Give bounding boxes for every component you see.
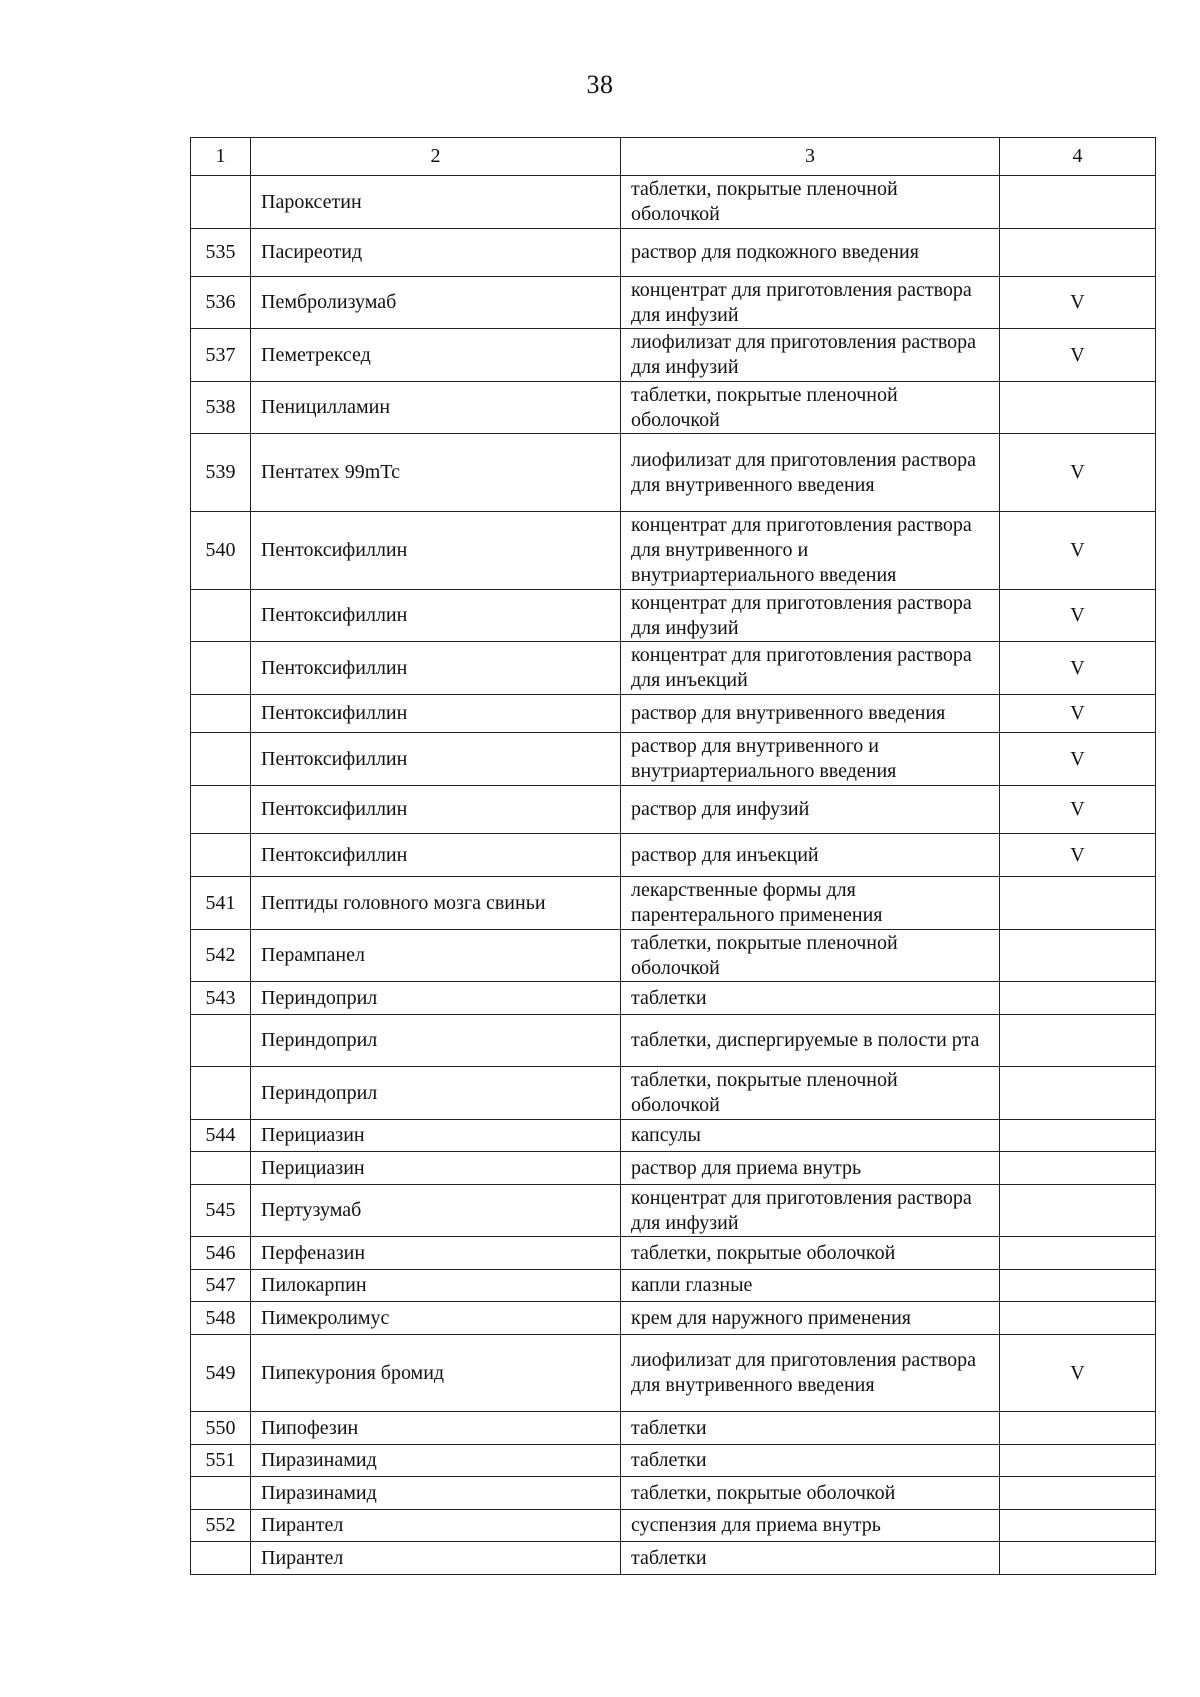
mark-cell [1000, 1412, 1156, 1445]
table-row [191, 176, 1156, 229]
dosage-form-cell: лекарственные формы для парентерального применения [621, 877, 1000, 930]
mark-cell [1000, 1152, 1156, 1185]
table-body [191, 138, 1156, 1575]
dosage-form-cell: таблетки, покрытые пленочной оболочкой [621, 1067, 1000, 1120]
mark-cell: V [1000, 277, 1156, 329]
dosage-form-cell: таблетки [621, 1412, 1000, 1445]
drug-name-cell: Пентоксифиллин [251, 695, 621, 733]
dosage-form-cell: капли глазные [621, 1270, 1000, 1302]
drug-name-cell: Пембролизумаб [251, 277, 621, 329]
dosage-form-cell: капсулы [621, 1120, 1000, 1152]
drug-name-cell: Пароксетин [251, 176, 621, 229]
row-number-cell [191, 695, 251, 733]
row-number-cell: 548 [191, 1302, 251, 1335]
dosage-form-cell: раствор для приема внутрь [621, 1152, 1000, 1185]
dosage-form-cell: раствор для внутривенного введения [621, 695, 1000, 733]
table-row [191, 1445, 1156, 1477]
dosage-form-cell: таблетки, покрытые оболочкой [621, 1237, 1000, 1270]
drug-name-cell: Пентоксифиллин [251, 733, 621, 786]
row-number-cell: 543 [191, 982, 251, 1015]
row-number-cell [191, 1477, 251, 1510]
drug-name-cell: Пептиды головного мозга свиньи [251, 877, 621, 930]
table-row [191, 1015, 1156, 1067]
table-row [191, 834, 1156, 877]
dosage-form-cell: таблетки, покрытые пленочной оболочкой [621, 930, 1000, 982]
mark-cell [1000, 1270, 1156, 1302]
drug-name-cell: Перфеназин [251, 1237, 621, 1270]
table-row [191, 642, 1156, 695]
dosage-form-cell: таблетки, покрытые пленочной оболочкой [621, 382, 1000, 434]
drug-name-cell: Пертузумаб [251, 1185, 621, 1237]
dosage-form-cell: концентрат для приготовления раствора для инфузий [621, 590, 1000, 642]
drug-name-cell: Пипофезин [251, 1412, 621, 1445]
dosage-form-cell: таблетки [621, 1445, 1000, 1477]
row-number-cell: 547 [191, 1270, 251, 1302]
row-number-cell: 537 [191, 329, 251, 382]
drug-name-cell: Пилокарпин [251, 1270, 621, 1302]
table-row [191, 1120, 1156, 1152]
mark-cell: V [1000, 834, 1156, 877]
drug-name-cell: Пирантел [251, 1510, 621, 1542]
table-row [191, 982, 1156, 1015]
drug-name-cell: Перициазин [251, 1120, 621, 1152]
drug-name-cell: Пеницилламин [251, 382, 621, 434]
mark-cell [1000, 1015, 1156, 1067]
drug-name-cell: Периндоприл [251, 1067, 621, 1120]
mark-cell [1000, 1067, 1156, 1120]
table-row [191, 1477, 1156, 1510]
table-row [191, 1302, 1156, 1335]
mark-cell: V [1000, 642, 1156, 695]
dosage-form-cell: крем для наружного применения [621, 1302, 1000, 1335]
table-header-row [191, 138, 1156, 176]
header-cell-4: 4 [1000, 138, 1156, 176]
header-cell-1: 1 [191, 138, 251, 176]
table-row [191, 1270, 1156, 1302]
table-row [191, 277, 1156, 329]
row-number-cell: 541 [191, 877, 251, 930]
dosage-form-cell: таблетки [621, 1542, 1000, 1575]
header-cell-2: 2 [251, 138, 621, 176]
table-row [191, 1335, 1156, 1412]
row-number-cell: 542 [191, 930, 251, 982]
drug-name-cell: Пентатех 99mTc [251, 434, 621, 512]
table-row [191, 1185, 1156, 1237]
drug-name-cell: Пентоксифиллин [251, 590, 621, 642]
row-number-cell: 535 [191, 229, 251, 277]
mark-cell [1000, 1185, 1156, 1237]
dosage-form-cell: таблетки, покрытые пленочной оболочкой [621, 176, 1000, 229]
page-number: 38 [586, 70, 614, 99]
mark-cell [1000, 1510, 1156, 1542]
table-row [191, 1510, 1156, 1542]
table-row [191, 786, 1156, 834]
table-row [191, 1152, 1156, 1185]
mark-cell: V [1000, 1335, 1156, 1412]
drug-name-cell: Перампанел [251, 930, 621, 982]
table-row [191, 930, 1156, 982]
row-number-cell: 551 [191, 1445, 251, 1477]
mark-cell: V [1000, 329, 1156, 382]
drug-table [190, 137, 1156, 1575]
table-row [191, 1542, 1156, 1575]
table-row [191, 877, 1156, 930]
table-row [191, 1412, 1156, 1445]
row-number-cell [191, 733, 251, 786]
drug-name-cell: Пентоксифиллин [251, 642, 621, 695]
dosage-form-cell: раствор для подкожного введения [621, 229, 1000, 277]
mark-cell [1000, 982, 1156, 1015]
row-number-cell [191, 786, 251, 834]
dosage-form-cell: концентрат для приготовления раствора для внутривенного и внутриартериального введения [621, 512, 1000, 590]
row-number-cell [191, 1015, 251, 1067]
dosage-form-cell: суспензия для приема внутрь [621, 1510, 1000, 1542]
row-number-cell: 540 [191, 512, 251, 590]
row-number-cell: 544 [191, 1120, 251, 1152]
row-number-cell [191, 176, 251, 229]
mark-cell [1000, 930, 1156, 982]
drug-name-cell: Периндоприл [251, 1015, 621, 1067]
mark-cell: V [1000, 512, 1156, 590]
dosage-form-cell: концентрат для приготовления раствора для инъекций [621, 642, 1000, 695]
mark-cell [1000, 1120, 1156, 1152]
row-number-cell: 539 [191, 434, 251, 512]
dosage-form-cell: концентрат для приготовления раствора для инфузий [621, 1185, 1000, 1237]
dosage-form-cell: лиофилизат для приготовления раствора для внутривенного введения [621, 434, 1000, 512]
row-number-cell [191, 1067, 251, 1120]
drug-name-cell: Периндоприл [251, 982, 621, 1015]
drug-name-cell: Пимекролимус [251, 1302, 621, 1335]
table-row [191, 229, 1156, 277]
row-number-cell: 545 [191, 1185, 251, 1237]
row-number-cell [191, 590, 251, 642]
table-row [191, 733, 1156, 786]
dosage-form-cell: раствор для внутривенного и внутриартериального введения [621, 733, 1000, 786]
row-number-cell: 536 [191, 277, 251, 329]
dosage-form-cell: раствор для инфузий [621, 786, 1000, 834]
drug-name-cell: Пирантел [251, 1542, 621, 1575]
row-number-cell [191, 1152, 251, 1185]
table-row [191, 1067, 1156, 1120]
drug-name-cell: Пентоксифиллин [251, 512, 621, 590]
dosage-form-cell: таблетки, покрытые оболочкой [621, 1477, 1000, 1510]
header-cell-3: 3 [621, 138, 1000, 176]
drug-name-cell: Пиразинамид [251, 1445, 621, 1477]
mark-cell: V [1000, 434, 1156, 512]
drug-name-cell: Пентоксифиллин [251, 786, 621, 834]
mark-cell [1000, 1445, 1156, 1477]
table-row [191, 695, 1156, 733]
dosage-form-cell: раствор для инъекций [621, 834, 1000, 877]
table-row [191, 434, 1156, 512]
mark-cell [1000, 1237, 1156, 1270]
row-number-cell: 546 [191, 1237, 251, 1270]
drug-name-cell: Пеметрексед [251, 329, 621, 382]
row-number-cell: 550 [191, 1412, 251, 1445]
drug-name-cell: Перициазин [251, 1152, 621, 1185]
row-number-cell [191, 834, 251, 877]
mark-cell [1000, 176, 1156, 229]
dosage-form-cell: лиофилизат для приготовления раствора для внутривенного введения [621, 1335, 1000, 1412]
row-number-cell: 552 [191, 1510, 251, 1542]
drug-name-cell: Пасиреотид [251, 229, 621, 277]
row-number-cell [191, 1542, 251, 1575]
mark-cell [1000, 1477, 1156, 1510]
dosage-form-cell: лиофилизат для приготовления раствора для инфузий [621, 329, 1000, 382]
table-row [191, 590, 1156, 642]
mark-cell: V [1000, 733, 1156, 786]
row-number-cell: 538 [191, 382, 251, 434]
mark-cell [1000, 877, 1156, 930]
mark-cell [1000, 1302, 1156, 1335]
drug-name-cell: Пентоксифиллин [251, 834, 621, 877]
mark-cell [1000, 229, 1156, 277]
dosage-form-cell: концентрат для приготовления раствора для инфузий [621, 277, 1000, 329]
row-number-cell [191, 642, 251, 695]
table-row [191, 329, 1156, 382]
table-row [191, 512, 1156, 590]
dosage-form-cell: таблетки [621, 982, 1000, 1015]
drug-name-cell: Пиразинамид [251, 1477, 621, 1510]
table-row [191, 382, 1156, 434]
mark-cell [1000, 382, 1156, 434]
mark-cell: V [1000, 786, 1156, 834]
table-row [191, 1237, 1156, 1270]
row-number-cell: 549 [191, 1335, 251, 1412]
dosage-form-cell: таблетки, диспергируемые в полости рта [621, 1015, 1000, 1067]
mark-cell: V [1000, 590, 1156, 642]
mark-cell [1000, 1542, 1156, 1575]
mark-cell: V [1000, 695, 1156, 733]
drug-name-cell: Пипекурония бромид [251, 1335, 621, 1412]
